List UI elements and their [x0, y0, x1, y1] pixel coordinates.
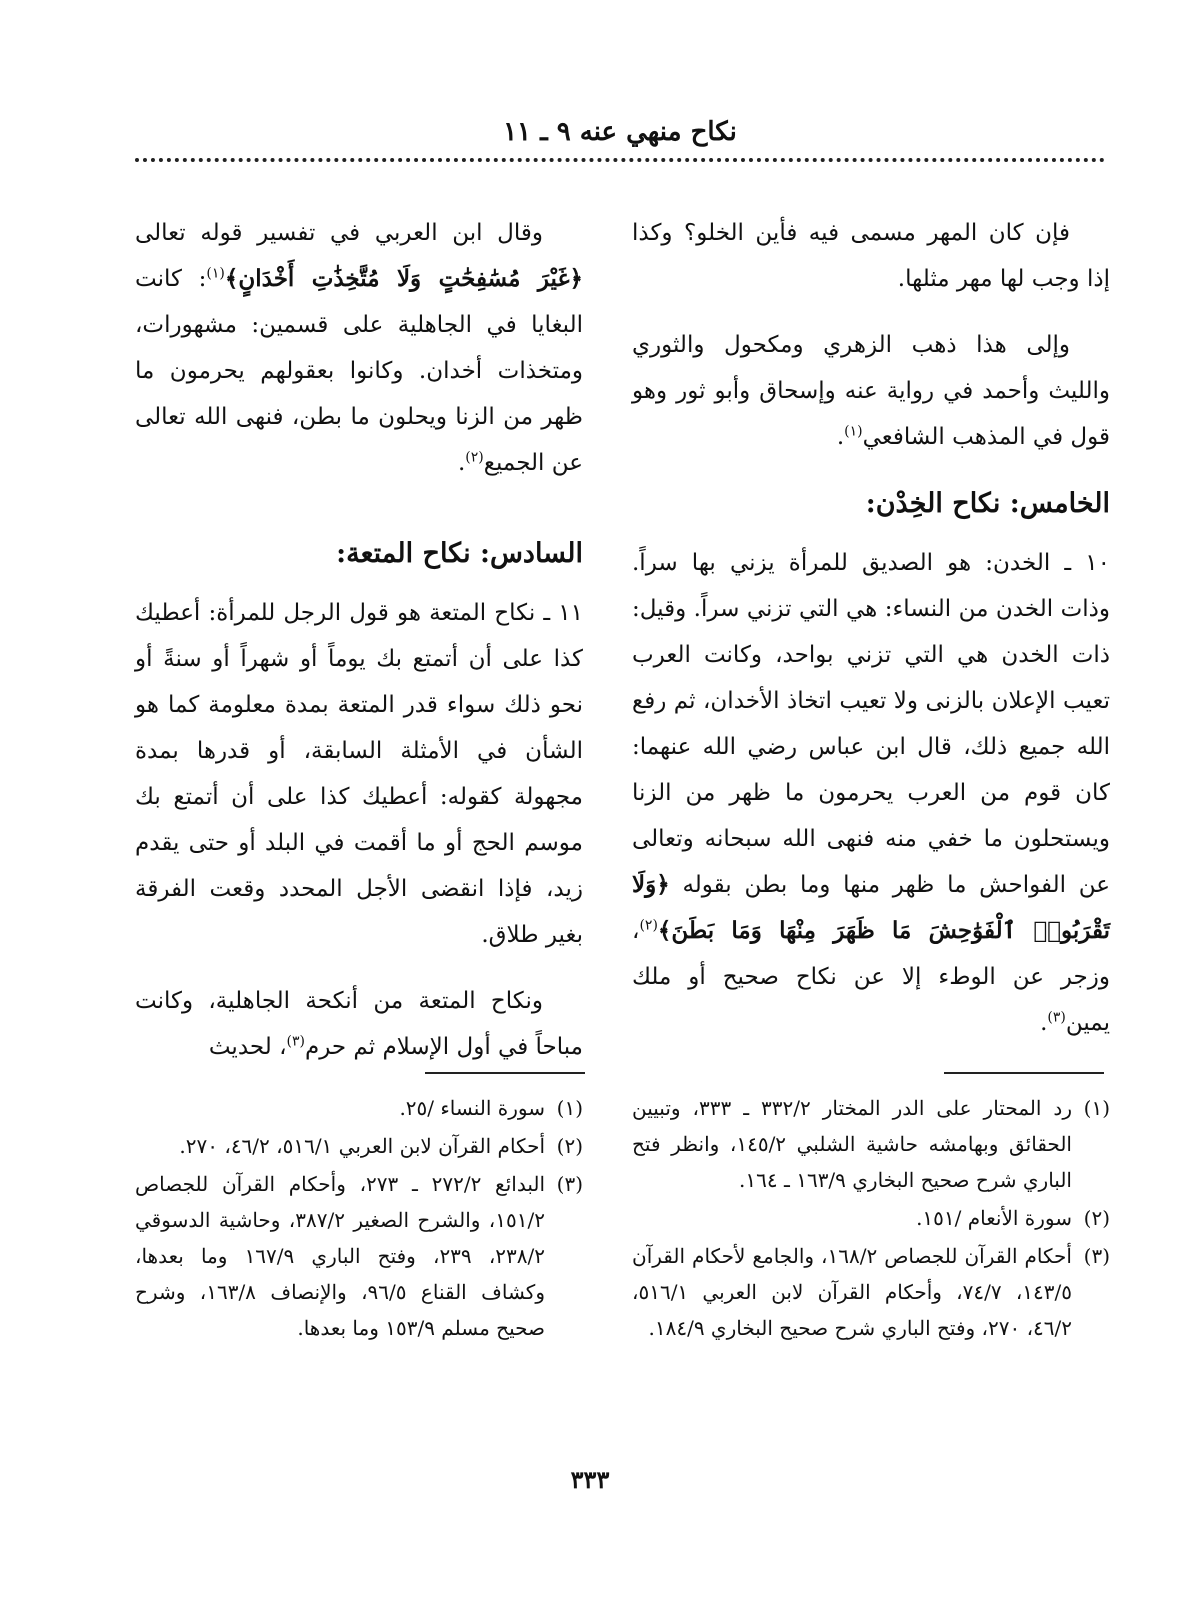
paragraph-mutah-definition: ١١ ـ نكاح المتعة هو قول الرجل للمرأة: أعطيك كذا على أن أتمتع بك يوماً أو شهراً أو سنةً أو نحو ذلك سواء قدر المتعة بمدة معلومة كما هو الشأن في الأمثلة السابقة، أو قدرها بمدة مجهولة كقوله: أعطيك كذا على أن أتمتع بك موسم الحج أو ما أقمت في البلد أو حتى يقدم زيد، فإذا انقضى الأجل المحدد وقعت الفرقة بغير طلاق. [135, 600, 583, 948]
footnote-ref[interactable]: (٢) [465, 449, 484, 466]
footnote-text: سورة النساء /٢٥. [399, 1096, 545, 1120]
paragraph-ibn-arabi: وقال ابن العربي في تفسير قوله تعالى ﴿غَيْرَ مُسَٰفِحَٰتٍ وَلَا مُتَّخِذَٰتِ أَخْدَانٍ﴾$^{(١)}$: كانت البغايا في الجاهلية على قسمين: مشهورات، ومتخذات أخدان. وكانوا بعقولهم يحرمون ما ظهر من الزنا ويحلون ما بطن، فنهى الله تعالى عن الجميع$^{(٢)}$. [135, 220, 583, 476]
footnote-number: (٣) [556, 1172, 583, 1196]
footnote-text: رد المحتار على الدر المختار ٣٣٢/٢ ـ ٣٣٣، وتبيين الحقائق وبهامشه حاشية الشلبي ١٤٥/٢، وانظر فتح الباري شرح صحيح البخاري ١٦٣/٩ ـ ١٦٤. [632, 1096, 1072, 1192]
footnote-number: (١) [1083, 1096, 1110, 1120]
footnote-separator-left [425, 1072, 585, 1074]
footnote-ref[interactable]: (٢) [639, 917, 658, 934]
footnote-text: سورة الأنعام /١٥١. [916, 1206, 1072, 1230]
footnote-text: أحكام القرآن لابن العربي ٥١٦/١، ٤٦/٢، ٢٧٠. [179, 1134, 545, 1158]
page-number: ٣٣٣ [570, 1465, 610, 1494]
running-header-title: نكاح منهي عنه ٩ ـ ١١ [503, 117, 737, 147]
footnote-number: (٢) [1083, 1206, 1110, 1230]
footnote-number: (١) [556, 1096, 583, 1120]
footnote-item [135, 1128, 583, 1164]
quran-verse: ﴿وَلَا تَقْرَبُوا۟ ٱلْفَوَٰحِشَ مَا ظَهَرَ مِنْهَا وَمَا بَطَنَ﴾ [632, 871, 1110, 944]
footnote-text: البدائع ٢٧٢/٢ ـ ٢٧٣، وأحكام القرآن للجصاص ١٥١/٢، والشرح الصغير ٣٨٧/٢، وحاشية الدسوقي ٢٣٨/٢، ٢٣٩، وفتح الباري ١٦٧/٩ وما بعدها، وكشاف القناع ٩٦/٥، والإنصاف ١٦٣/٨، وشرح صحيح مسلم ١٥٣/٩ وما بعدها. [135, 1172, 546, 1340]
footnote-text: أحكام القرآن للجصاص ١٦٨/٢، والجامع لأحكام القرآن ١٤٣/٥، ٧٤/٧، وأحكام القرآن لابن العربي ٥١٦/١، ٤٦/٢، ٢٧٠، وفتح الباري شرح صحيح البخاري ١٨٤/٩. [632, 1244, 1072, 1340]
footnote-number: (٢) [556, 1134, 583, 1158]
header-dotted-rule [135, 158, 1105, 162]
footnote-item [135, 1090, 583, 1126]
footnotes-right [632, 1090, 1110, 1348]
left-text-column [135, 210, 583, 1090]
paragraph-scholars: وإلى هذا ذهب الزهري ومكحول والثوري والليث وأحمد في رواية عنه وإسحاق وأبو ثور وهو قول في المذهب الشافعي$^{(١)}$. [632, 332, 1110, 450]
section-heading-khidn: الخامس: نكاح الخِدْن: [865, 488, 1110, 519]
right-text-column [632, 210, 1110, 1066]
footnote-separator-right [944, 1072, 1104, 1074]
footnote-number: (٣) [1083, 1244, 1110, 1268]
footnotes-left [135, 1090, 583, 1348]
footnote-ref[interactable]: (١) [206, 265, 225, 282]
footnote-item [632, 1200, 1110, 1236]
paragraph-dowry: فإن كان المهر مسمى فيه فأين الخلو؟ وكذا إذا وجب لها مهر مثلها. [632, 220, 1110, 292]
footnote-item [632, 1238, 1110, 1346]
footnote-item [632, 1090, 1110, 1198]
paragraph-mutah-history: ونكاح المتعة من أنكحة الجاهلية، وكانت مباحاً في أول الإسلام ثم حرم$^{(٣)}$، لحديث [135, 988, 583, 1060]
footnote-ref[interactable]: (١) [844, 423, 863, 440]
footnote-ref[interactable]: (٣) [1047, 1009, 1066, 1026]
paragraph-khidn-definition: ١٠ ـ الخدن: هو الصديق للمرأة يزني بها سراً. وذات الخدن من النساء: هي التي تزني سراً. وقيل: ذات الخدن هي التي تزني بواحد، وكانت العرب تعيب الإعلان بالزنى ولا تعيب اتخاذ الأخدان، ثم رفع الله جميع ذلك، قال ابن عباس رضي الله عنهما: كان قوم من العرب يحرمون ما ظهر من الزنا ويستحلون ما خفي منه فنهى الله سبحانه وتعالى عن الفواحش ما ظهر منها وما بطن بقوله ﴿وَلَا تَقْرَبُوا۟ ٱلْفَوَٰحِشَ مَا ظَهَرَ مِنْهَا وَمَا بَطَنَ﴾$^{(٢)}$، وزجر عن الوطء إلا عن نكاح صحيح أو ملك يمين$^{(٣)}$. [632, 550, 1110, 1036]
footnote-item [135, 1166, 583, 1346]
section-heading-mutah: السادس: نكاح المتعة: [336, 538, 583, 569]
quran-verse: ﴿غَيْرَ مُسَٰفِحَٰتٍ وَلَا مُتَّخِذَٰتِ أَخْدَانٍ﴾ [224, 265, 583, 292]
footnote-ref[interactable]: (٣) [286, 1033, 305, 1050]
